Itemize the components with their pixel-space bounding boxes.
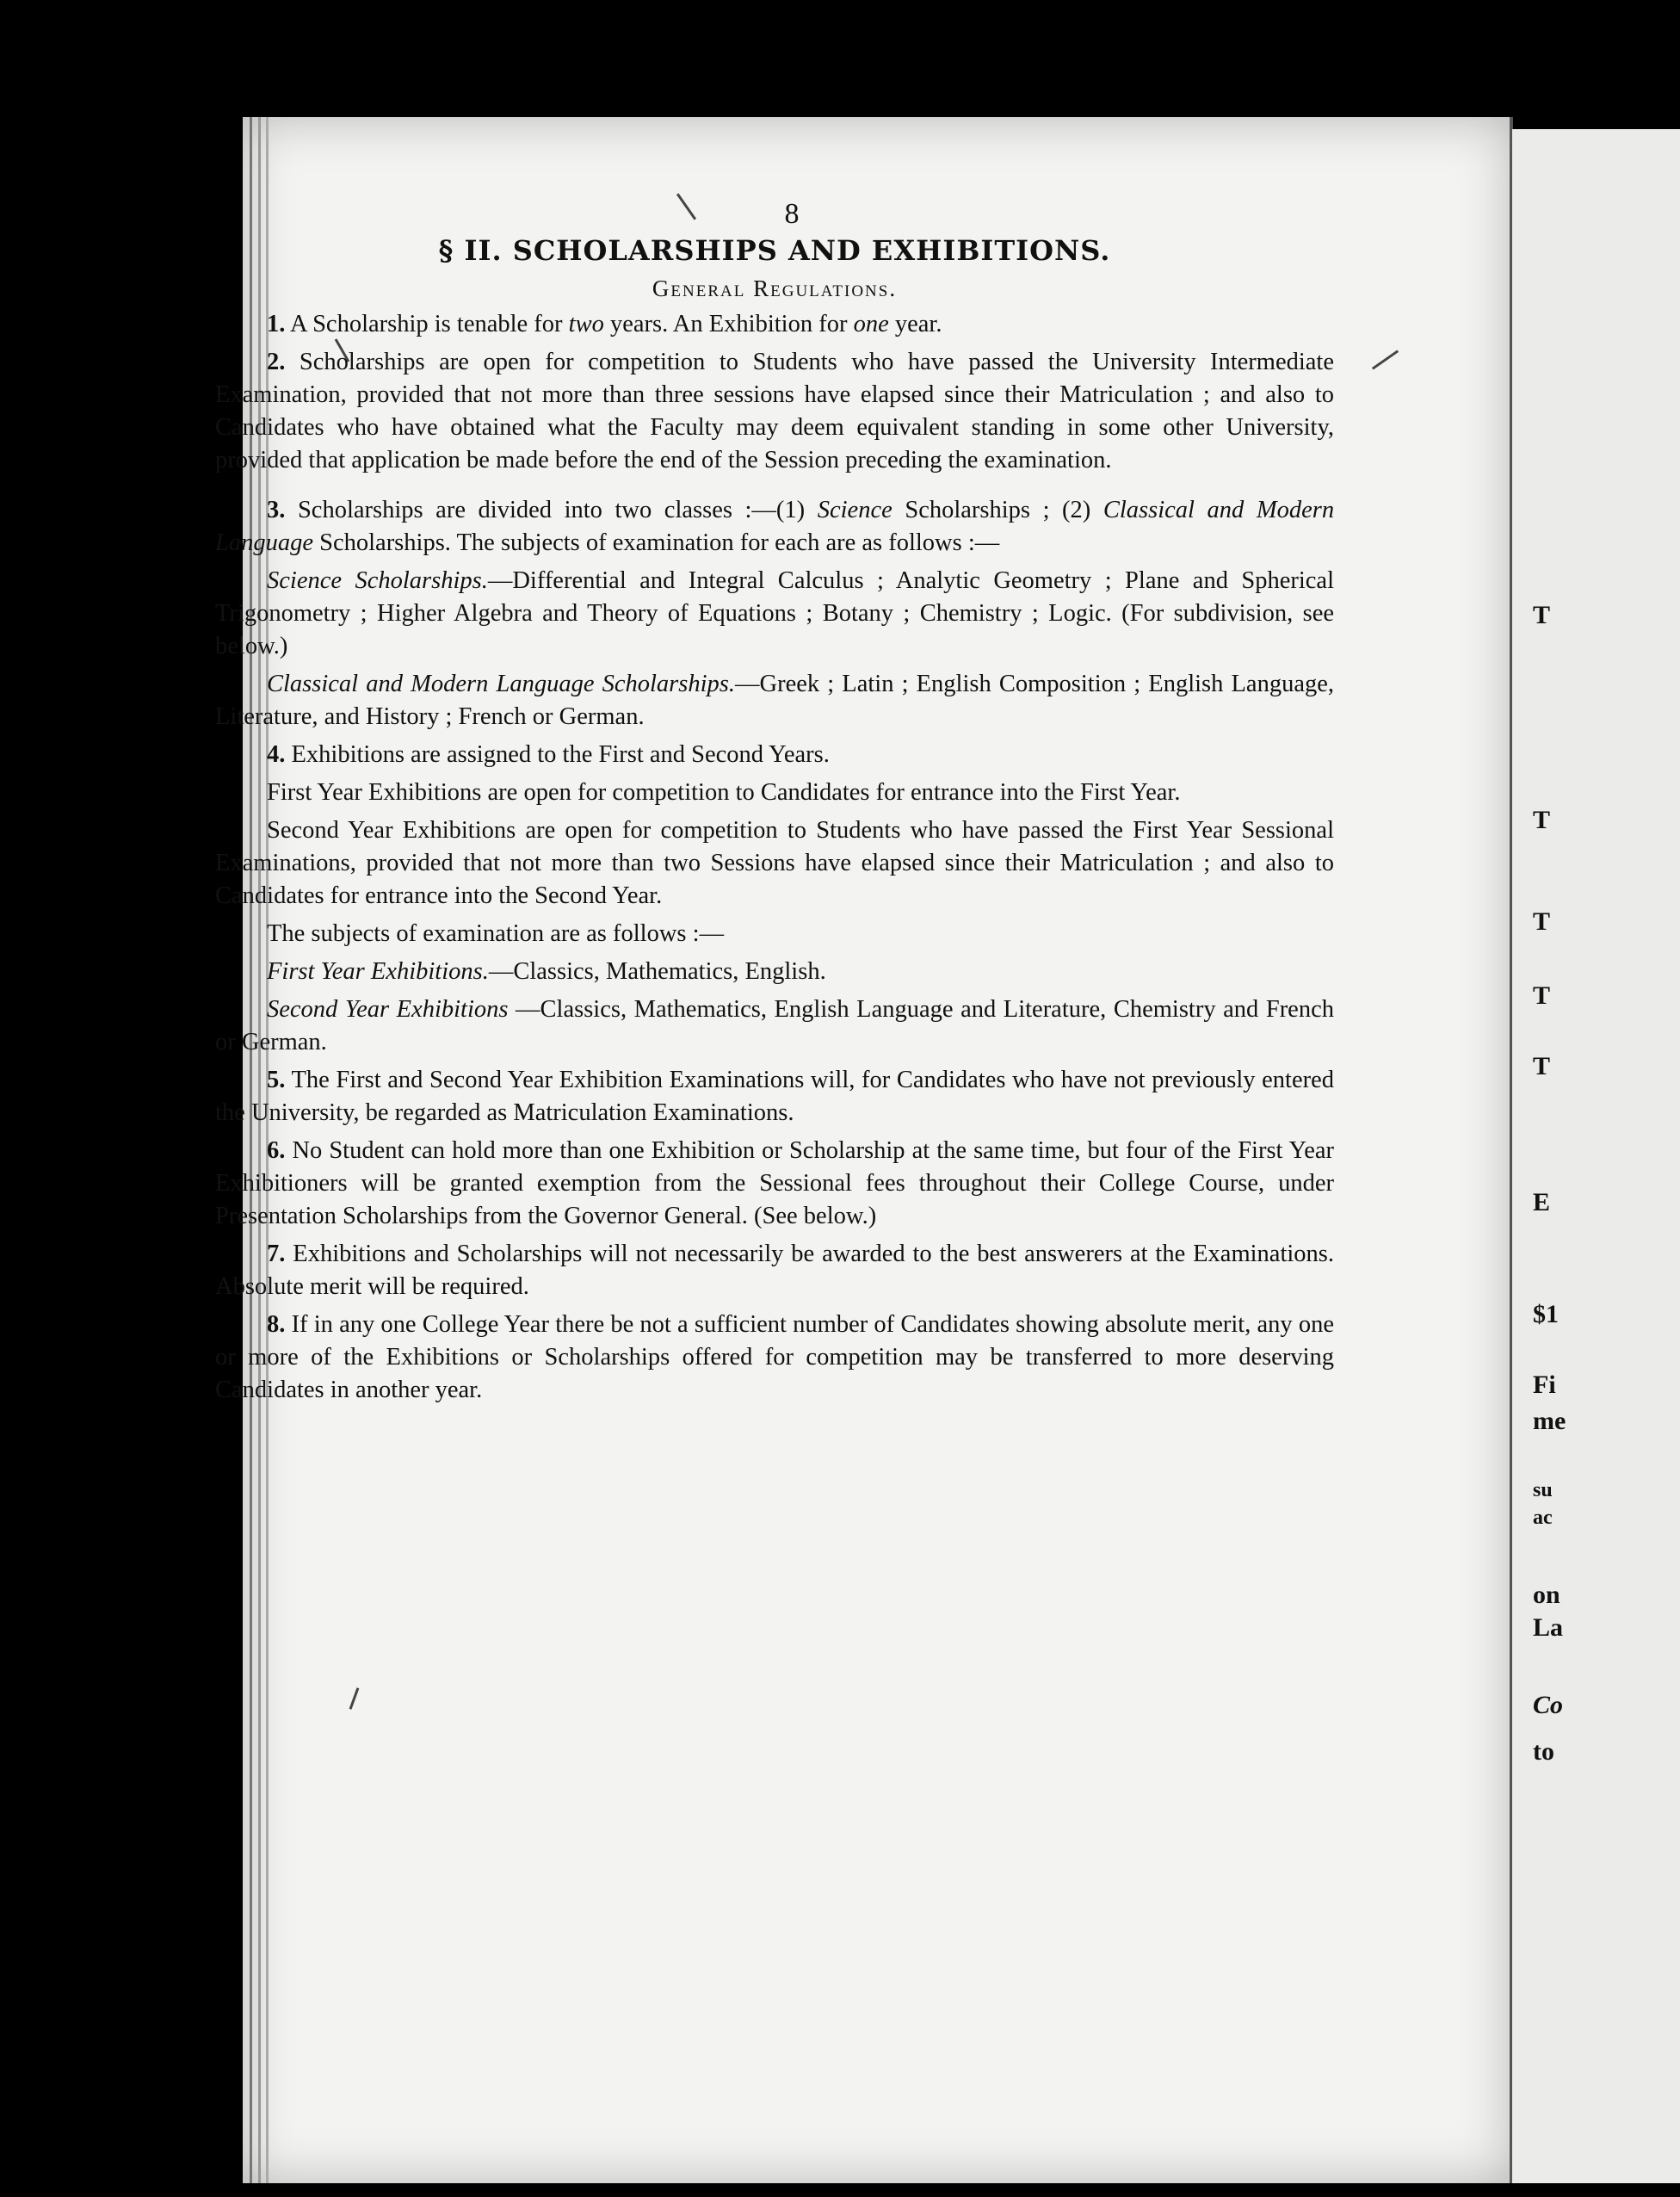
paragraph-text: Exhibitions are assigned to the First and Second Years. <box>291 741 830 768</box>
subheading: General Regulations. <box>652 275 898 301</box>
adjacent-text: T <box>1533 1052 1551 1080</box>
adjacent-text: T <box>1533 601 1551 629</box>
adjacent-text: $1 <box>1533 1300 1559 1328</box>
paragraph-text: If in any one College Year there be not a sufficient number of Candidates showing absolute merit, any one or more of the Exhibitions or Scholarships offered for competition may be transferred to more deserving Candidates in another year. <box>215 1311 1334 1403</box>
paragraph-text: Scholarships are open for competition to Students who have passed the University Intermediate Examination, provided that not more than three sessions have elapsed since their Matriculation ; and also to Candidates who have obtained what the Faculty may deem equivalent standing in some other University, provided that application be made before the end of the Session preceding the examination. <box>215 349 1334 473</box>
paragraph-number: 3. <box>267 497 286 523</box>
paragraph-text: —Greek ; Latin ; English Composition ; English Language, Literature, and History ; French or German. <box>215 671 1335 730</box>
paragraph-number: 5. <box>267 1067 286 1093</box>
adjacent-text: Co <box>1533 1691 1564 1719</box>
paragraph-number: 1. <box>267 311 286 337</box>
regulation-paragraph <box>215 918 1334 950</box>
regulation-paragraph <box>215 308 1334 341</box>
paragraph-text: The subjects of examination are as follows :— <box>267 920 725 947</box>
paragraph-text: Scholarships are divided into two classes :—(1) <box>297 497 806 523</box>
regulation-paragraph <box>215 1309 1334 1407</box>
paragraph-text: years. An Exhibition for <box>609 311 848 337</box>
adjacent-text: T <box>1533 806 1551 834</box>
adjacent-page-fragment <box>1512 129 1680 2183</box>
regulation-paragraph <box>215 739 1334 771</box>
paragraph-text: —Differential and Integral Calculus ; Analytic Geometry ; Plane and Spherical Trigonometry ; Higher Algebra and Theory of Equations ; Botany ; Chemistry ; Logic. (For subdivision, see below.) <box>215 567 1334 659</box>
section-heading: § II. SCHOLARSHIPS AND EXHIBITIONS. <box>438 234 1111 267</box>
regulation-paragraph <box>215 814 1334 913</box>
emphasis-text: Science <box>817 497 892 523</box>
paragraph-text: First Year Exhibitions are open for competition to Candidates for entrance into the First Year. <box>267 779 1181 806</box>
adjacent-text: su <box>1533 1479 1553 1501</box>
paragraph-number: 8. <box>267 1311 286 1338</box>
paragraph-number: 4. <box>267 741 286 768</box>
page-text <box>215 198 1334 1412</box>
regulation-paragraph <box>215 1238 1334 1303</box>
regulation-paragraph <box>215 346 1334 477</box>
paragraph-text: Second Year Exhibitions are open for competition to Students who have passed the First Year Sessional Examinations, provided that not more than two Sessions have elapsed since their Matriculation ; and also to Candidates for entrance into the Second Year. <box>215 817 1334 909</box>
paragraph-text: Scholarships. The subjects of examination for each are as follows :— <box>319 529 1000 556</box>
paragraph-text: —Classics, Mathematics, English. <box>488 958 826 985</box>
paragraph-number: 6. <box>267 1137 286 1164</box>
paragraph-text: Scholarships ; (2) <box>905 497 1091 523</box>
paragraph-label: Second Year Exhibitions <box>267 996 509 1023</box>
paragraph-text: No Student can hold more than one Exhibition or Scholarship at the same time, but four of the First Year Exhibitioners will be granted exemption from the Sessional fees throughout their College Course, under Presentation Scholarships from the Governor General. (See below.) <box>215 1137 1334 1229</box>
regulation-paragraph <box>215 1135 1334 1233</box>
paragraph-text: Exhibitions and Scholarships will not necessarily be awarded to the best answerers at the Examinations. Absolute merit will be required. <box>215 1241 1334 1300</box>
adjacent-text: La <box>1533 1613 1564 1642</box>
paragraph-label: Classical and Modern Language Scholarships. <box>267 671 735 697</box>
regulation-paragraph <box>215 565 1334 663</box>
adjacent-text: T <box>1533 981 1551 1010</box>
emphasis-text: one <box>853 311 889 337</box>
adjacent-text: T <box>1533 907 1551 936</box>
regulation-paragraph <box>215 777 1334 809</box>
adjacent-text: me <box>1533 1407 1566 1435</box>
paragraph-number: 2. <box>267 349 286 375</box>
paragraph-text: —Classics, Mathematics, English Language and Literature, Chemistry and French or German. <box>215 996 1334 1055</box>
paragraph-label: Science Scholarships. <box>267 567 488 594</box>
adjacent-text: Fi <box>1533 1371 1556 1399</box>
adjacent-text: E <box>1533 1188 1551 1216</box>
paragraph-text: A Scholarship is tenable for <box>289 311 563 337</box>
paragraph-number: 7. <box>267 1241 286 1267</box>
regulation-paragraph <box>215 993 1334 1059</box>
paragraph-text: The First and Second Year Exhibition Examinations will, for Candidates who have not previously entered the University, be regarded as Matriculation Examinations. <box>215 1067 1334 1126</box>
regulation-paragraph <box>215 1064 1334 1129</box>
emphasis-text: Classical and Modern Language <box>215 497 1335 556</box>
paragraph-label: First Year Exhibitions. <box>267 958 489 985</box>
page-number: 8 <box>784 198 800 230</box>
adjacent-text: ac <box>1533 1507 1553 1529</box>
regulation-paragraph <box>215 956 1334 988</box>
adjacent-text: to <box>1533 1737 1554 1766</box>
regulation-paragraph <box>215 668 1334 733</box>
adjacent-text: on <box>1533 1581 1560 1609</box>
emphasis-text: two <box>568 311 604 337</box>
regulation-paragraph <box>215 494 1334 560</box>
paragraph-text: year. <box>894 311 942 337</box>
